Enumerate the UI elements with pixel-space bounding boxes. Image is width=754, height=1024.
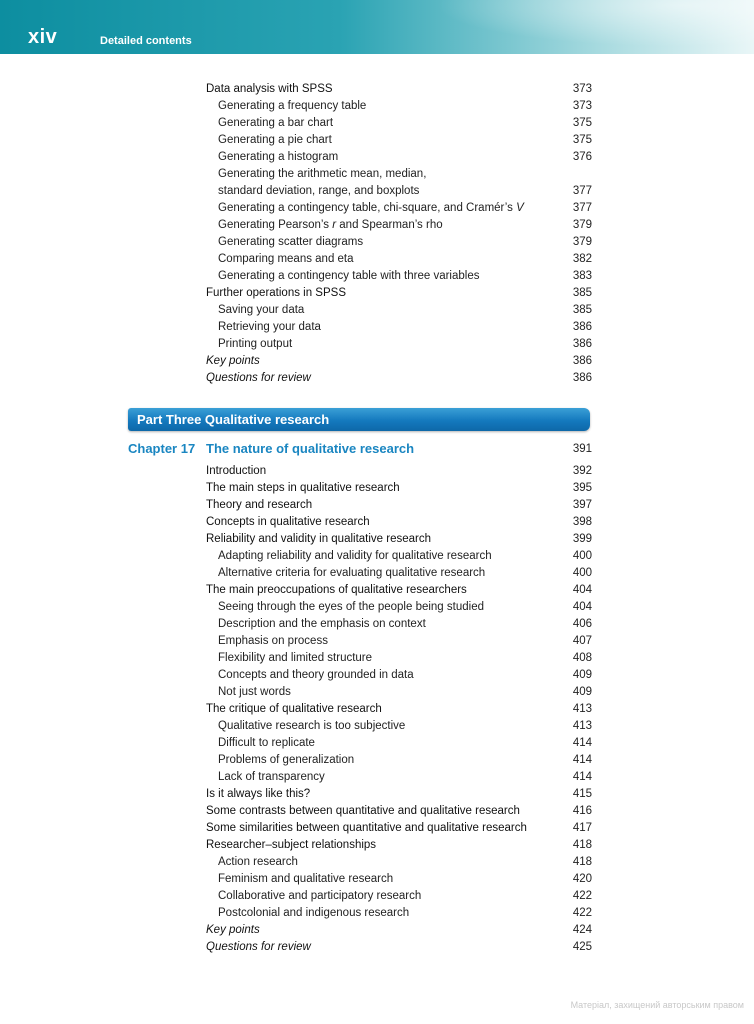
toc-entry-page: 404: [572, 584, 592, 596]
toc-entry: [206, 837, 592, 854]
toc-entry-page: 398: [572, 516, 592, 528]
toc-entry: [206, 183, 592, 200]
toc-entry-title: Generating a bar chart: [218, 117, 334, 129]
toc-entry: [206, 582, 592, 599]
toc-entry: [206, 616, 592, 633]
toc-entry-title: Generating a frequency table: [218, 100, 367, 112]
toc-entry: [206, 701, 592, 718]
toc-entry-title: Concepts in qualitative research: [206, 516, 370, 528]
page-number: xiv: [28, 26, 58, 48]
toc-entry-title: Comparing means and eta: [218, 253, 354, 265]
toc-entry-title: Action research: [218, 856, 298, 868]
toc-entry-title: Alternative criteria for evaluating qualitative research: [218, 567, 486, 579]
toc-entry: [206, 370, 592, 387]
copyright-watermark: Матеріал, захищений авторським правом: [570, 1000, 744, 1010]
toc-entry-page: 425: [572, 941, 592, 953]
toc-entry: [206, 888, 592, 905]
toc-entry: [206, 200, 592, 217]
toc-entry-page: 382: [572, 253, 592, 265]
toc-entry: [206, 939, 592, 956]
toc-entry-title: Questions for review: [206, 372, 311, 384]
toc-entry-page: 373: [572, 83, 592, 95]
toc-entry-title: Generating Pearson’s r and Spearman’s rho: [218, 219, 443, 231]
toc-entry: [206, 336, 592, 353]
part-banner: [128, 408, 590, 431]
toc-entry: [206, 650, 592, 667]
toc-entry: [206, 514, 592, 531]
toc-entry-title: Flexibility and limited structure: [218, 652, 373, 664]
toc-entry: [206, 463, 592, 480]
toc-entry-page: 409: [572, 686, 592, 698]
toc-entry: [206, 115, 592, 132]
toc-entry-title: Saving your data: [218, 304, 305, 316]
toc-entry: [206, 803, 592, 820]
toc-entry: [206, 166, 592, 183]
toc-entry: [206, 81, 592, 98]
toc-entry-page: 385: [572, 287, 592, 299]
toc-entry-title: Key points: [206, 924, 260, 936]
toc-entry-page: 383: [572, 270, 592, 282]
toc-entry-title: Postcolonial and indigenous research: [218, 907, 410, 919]
toc-entry-title: Reliability and validity in qualitative research: [206, 533, 432, 545]
toc-entry: [206, 820, 592, 837]
toc-entry-page: 409: [572, 669, 592, 681]
toc-entry: [206, 285, 592, 302]
toc-entry-title: Generating scatter diagrams: [218, 236, 364, 248]
toc-entry-page: 392: [572, 465, 592, 477]
toc-entry-title: Some similarities between quantitative and qualitative research: [206, 822, 527, 834]
toc-entry-title: The main steps in qualitative research: [206, 482, 400, 494]
toc-entry: [206, 667, 592, 684]
toc-entry-title: Data analysis with SPSS: [206, 83, 333, 95]
toc-entry-title: Not just words: [218, 686, 291, 698]
toc-entry-title: Further operations in SPSS: [206, 287, 346, 299]
toc-entry: [206, 98, 592, 115]
toc-entry: [206, 871, 592, 888]
toc-entry: [206, 234, 592, 251]
toc-entry: [206, 268, 592, 285]
toc-entry: [206, 132, 592, 149]
toc-entry-page: 386: [572, 338, 592, 350]
header-decoration: [394, 0, 754, 54]
toc-entry-page: 422: [572, 907, 592, 919]
toc-entry: [206, 599, 592, 616]
toc-entry-page: 420: [572, 873, 592, 885]
toc-entry: [206, 684, 592, 701]
toc-entry-title: Collaborative and participatory research: [218, 890, 422, 902]
toc-entry-title: Seeing through the eyes of the people being studied: [218, 601, 484, 613]
part-title: Part Three Qualitative research: [137, 412, 330, 427]
toc-entry-page: 418: [572, 856, 592, 868]
toc-entry-page: 375: [572, 117, 592, 129]
toc-entry-page: 417: [572, 822, 592, 834]
toc-entry-page: 379: [572, 219, 592, 231]
toc-entry-title: Generating a contingency table with three variables: [218, 270, 480, 282]
chapter-title: The nature of qualitative research: [206, 441, 415, 456]
toc-entry-title: Introduction: [206, 465, 267, 477]
toc-entry-page: 386: [572, 372, 592, 384]
toc-entry-title: Emphasis on process: [218, 635, 328, 647]
chapter-label: Chapter 17: [128, 441, 196, 456]
toc-entry-page: 416: [572, 805, 592, 817]
toc-entry-page: 373: [572, 100, 592, 112]
toc-entry: [206, 251, 592, 268]
toc-entry-page: 376: [572, 151, 592, 163]
toc-entry-title: Generating a histogram: [218, 151, 339, 163]
toc-entry-title: Researcher–subject relationships: [206, 839, 377, 851]
toc-entry-page: 413: [572, 720, 592, 732]
toc-entry-page: 377: [572, 202, 592, 214]
toc-entry: [206, 565, 592, 582]
toc-entry-page: 408: [572, 652, 592, 664]
toc-entry-page: 414: [572, 771, 592, 783]
toc-entry: [206, 480, 592, 497]
toc-entry-page: 379: [572, 236, 592, 248]
toc-entry: [206, 718, 592, 735]
toc-entry-title: Description and the emphasis on context: [218, 618, 426, 630]
toc-entry-page: 407: [572, 635, 592, 647]
toc-entry-title: Feminism and qualitative research: [218, 873, 394, 885]
toc-entry: [206, 149, 592, 166]
toc-entry-page: 395: [572, 482, 592, 494]
toc-entry-page: 386: [572, 321, 592, 333]
chapter-page: 391: [572, 443, 592, 455]
running-title: Detailed contents: [100, 35, 192, 47]
toc-entry-title: The critique of qualitative research: [206, 703, 382, 715]
toc-entry-page: 377: [572, 185, 592, 197]
toc-entry-page: 413: [572, 703, 592, 715]
toc-entry-page: 375: [572, 134, 592, 146]
toc-entry-title: Theory and research: [206, 499, 313, 511]
chapter-heading: [128, 441, 592, 459]
toc-entry: [206, 633, 592, 650]
toc-entry-title: Generating the arithmetic mean, median,: [218, 168, 427, 180]
toc-entry-title: Printing output: [218, 338, 293, 350]
toc-entry: [206, 769, 592, 786]
toc-entry-title: Problems of generalization: [218, 754, 355, 766]
toc-entry-title: Retrieving your data: [218, 321, 321, 333]
toc-entry-title: Adapting reliability and validity for qualitative research: [218, 550, 492, 562]
toc-entry: [206, 922, 592, 939]
toc-entry-title: Lack of transparency: [218, 771, 325, 783]
contents-list-chapter-17: [206, 463, 592, 956]
toc-entry: [206, 319, 592, 336]
toc-entry-title: standard deviation, range, and boxplots: [218, 185, 420, 197]
toc-entry-page: 422: [572, 890, 592, 902]
page-header: [0, 0, 754, 54]
toc-entry-page: 386: [572, 355, 592, 367]
toc-entry-title: Is it always like this?: [206, 788, 311, 800]
toc-entry: [206, 786, 592, 803]
toc-entry-title: Difficult to replicate: [218, 737, 315, 749]
toc-entry-title: Qualitative research is too subjective: [218, 720, 406, 732]
toc-entry-page: 404: [572, 601, 592, 613]
toc-entry-page: 385: [572, 304, 592, 316]
toc-entry-page: 418: [572, 839, 592, 851]
toc-entry-title: The main preoccupations of qualitative researchers: [206, 584, 467, 596]
toc-entry: [206, 353, 592, 370]
toc-entry-page: 399: [572, 533, 592, 545]
toc-entry: [206, 854, 592, 871]
toc-entry-title: Questions for review: [206, 941, 311, 953]
toc-entry: [206, 905, 592, 922]
toc-entry-title: Key points: [206, 355, 260, 367]
toc-entry: [206, 735, 592, 752]
toc-entry-page: 397: [572, 499, 592, 511]
toc-entry: [206, 531, 592, 548]
toc-entry: [206, 497, 592, 514]
toc-entry: [206, 217, 592, 234]
toc-entry-page: 424: [572, 924, 592, 936]
toc-entry-page: 400: [572, 567, 592, 579]
toc-entry-page: 400: [572, 550, 592, 562]
toc-entry-title: Generating a pie chart: [218, 134, 332, 146]
toc-entry-title: Generating a contingency table, chi-square, and Cramér’s V: [218, 202, 524, 214]
contents-list-spss: [206, 81, 592, 387]
toc-entry: [206, 752, 592, 769]
toc-entry-title: Concepts and theory grounded in data: [218, 669, 414, 681]
toc-entry-page: 415: [572, 788, 592, 800]
toc-entry-title: Some contrasts between quantitative and qualitative research: [206, 805, 520, 817]
toc-entry-page: 414: [572, 754, 592, 766]
toc-entry-page: 414: [572, 737, 592, 749]
toc-entry-page: 406: [572, 618, 592, 630]
toc-entry: [206, 548, 592, 565]
toc-entry: [206, 302, 592, 319]
